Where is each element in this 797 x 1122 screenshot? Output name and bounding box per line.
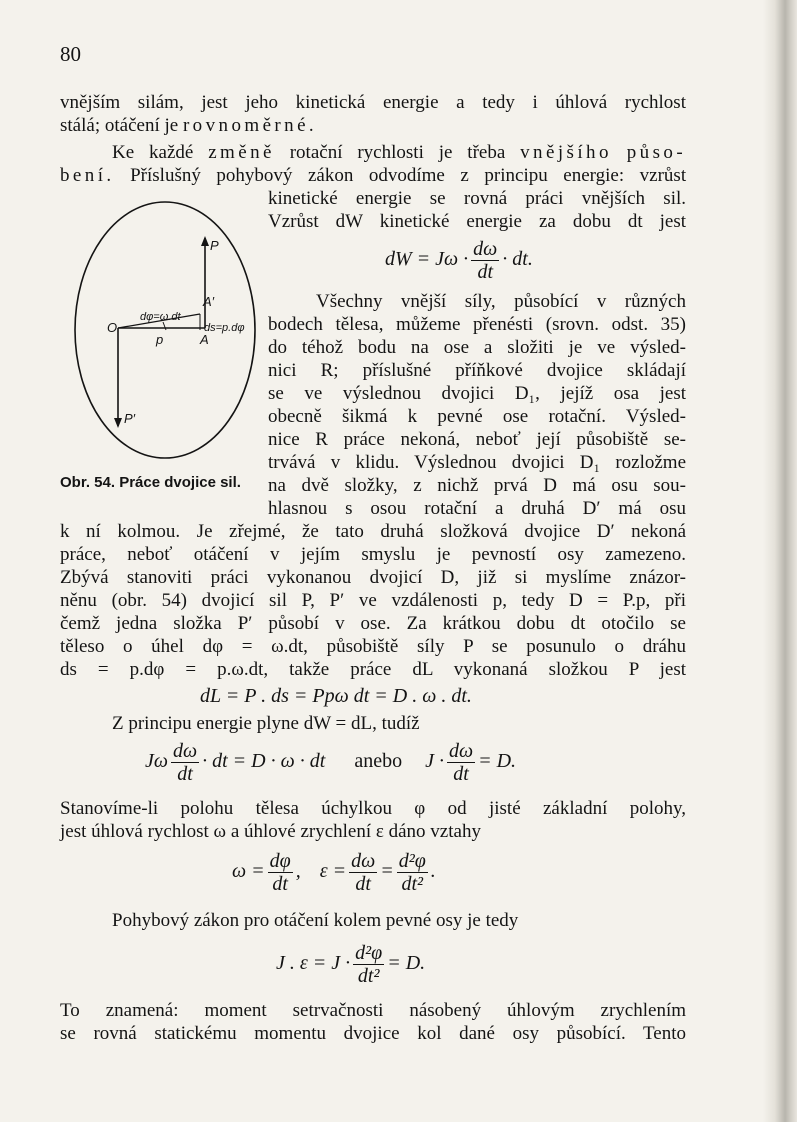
equation-4: ω = $\frac{d\varphi}{dt}$ , ε = $\frac{d\omega}{dt}$ = $\frac{\text{d²φ}}{\text{dt²}}$ . [232, 850, 436, 895]
text-line: nici R; příslušné příňkové dvojice skládají [268, 360, 686, 381]
label-o: O [107, 320, 118, 335]
text-line: na dvě složky, z nichž prvá D má osu sou- [268, 475, 686, 496]
text-line: Pohybový zákon pro otáčení kolem pevné osy je tedy [112, 910, 519, 931]
text-line: To znamená: moment setrvačnosti násobený úhlovým zrychlením [60, 1000, 686, 1021]
text-line: se rovná statickému momentu dvojice kol dané osy působící. Tento [60, 1023, 686, 1044]
text-line: k ní kolmou. Je zřejmé, že tato druhá složková dvojice D′ nekoná [60, 521, 686, 542]
equation-5: J . ε = J · $\frac{\text{d²φ}}{\text{dt²}}$ = D. [276, 942, 426, 987]
text-line: kinetické energie se rovná práci vnějších sil. [268, 188, 686, 209]
text-line: jest úhlová rychlost ω a úhlové zrychlení ε dáno vztahy [60, 821, 481, 842]
page-number: 80 [60, 42, 81, 66]
label-pprime: P′ [124, 411, 136, 426]
text-line: trvává v klidu. Výslednou dvojici D₁ rozložme [268, 452, 686, 473]
text-line: obecně šikmá k pevné ose rotační. Výsled- [268, 406, 686, 427]
equation-2: dL = P . ds = Ppω dt = D . ω . dt. [200, 685, 472, 707]
equation-1: dW = Jω · $\frac{d\omega}{dt}$ · dt. [385, 238, 533, 283]
figure-54 [70, 198, 270, 468]
text-line: Z principu energie plyne dW = dL, tudíž [112, 713, 420, 734]
text-line: Zbývá stanoviti práci vykonanou dvojicí D, již si myslíme znázor- [60, 567, 686, 588]
text-line: ds = p.dφ = p.ω.dt, takže práce dL vykonaná složkou P jest [60, 659, 686, 680]
label-a: A [200, 332, 209, 347]
figure-caption: Obr. 54. Práce dvojice sil. [60, 474, 241, 491]
text-line: vnějším silám, jest jeho kinetická energie a tedy i úhlová rychlost [60, 92, 686, 113]
text-line: Vzrůst dW kinetické energie za dobu dt jest [268, 211, 686, 232]
label-small-p: p [156, 332, 164, 347]
text-line: stálá; otáčení je rovnoměrné. [60, 115, 318, 136]
text-line: bení. Příslušný pohybový zákon odvodíme z principu energie: vzrůst [60, 165, 687, 186]
text-line: čemž jedna složka P′ působí v ose. Za krátkou dobu dt otočilo se [60, 613, 686, 634]
label-ds: ds=p.dφ [204, 322, 245, 334]
label-dphi: dφ=ω.dt [140, 311, 181, 323]
label-p: P [210, 238, 219, 253]
force-p-arrow [201, 236, 209, 246]
text-line: práce, neboť otáčení v jejím smyslu je pevností osy zamezeno. [60, 544, 686, 565]
page-edge [763, 0, 797, 1122]
text-line: Stanovíme-li polohu tělesa úchylkou φ od jisté základní polohy, [60, 798, 686, 819]
text-line: těleso o úhel dφ = ω.dt, působiště síly P se posunulo o dráhu [60, 636, 686, 657]
text-line: bodech tělesa, můžeme přenésti (srovn. odst. 35) [268, 314, 686, 335]
text-line: nice R práce nekoná, neboť její působiště se- [268, 429, 686, 450]
text-line: Ke každé změně rotační rychlosti je třeba vnějšího půso- [112, 142, 687, 163]
text-line: se ve výslednou dvojici D₁, jejíž osa jest [268, 383, 686, 404]
text-line: do téhož bodu na ose a složiti je ve výsled- [268, 337, 686, 358]
text-line: hlasnou s osou rotační a druhá D′ má osu [268, 498, 686, 519]
label-aprime: A′ [203, 294, 215, 309]
equation-3: Jω $\frac{d\omega}{dt}$ · dt = D · ω · dt anebo J · $\frac{d\omega}{dt}$ = D. [145, 740, 517, 785]
text-line: něnu (obr. 54) dvojicí sil P, P′ ve vzdálenosti p, tedy D = P.p, při [60, 590, 686, 611]
force-pprime-arrow [114, 418, 122, 428]
text-line: Všechny vnější síly, působící v různých [316, 291, 686, 312]
